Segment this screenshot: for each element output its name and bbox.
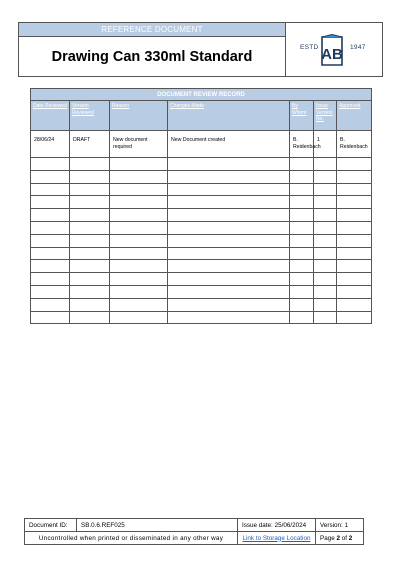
page-total: 2: [348, 534, 353, 542]
company-logo: [300, 32, 370, 68]
table-cell: [290, 183, 314, 196]
table-cell: [70, 260, 110, 273]
table-cell: [290, 247, 314, 260]
table-row-empty: [31, 298, 372, 311]
table-cell: [290, 311, 314, 324]
table-cell: [314, 209, 337, 222]
table-cell: [168, 247, 290, 260]
table-cell: [314, 273, 337, 286]
storage-location-link[interactable]: Link to Storage Location: [238, 532, 316, 545]
document-review-table: [30, 88, 372, 324]
table-cell: [31, 285, 70, 298]
column-header: Issue Version No.: [314, 101, 337, 131]
table-cell: [70, 311, 110, 324]
table-cell: [110, 273, 168, 286]
table-cell: [168, 196, 290, 209]
review-table-header-row: [31, 101, 372, 131]
logo-ab-icon: [318, 34, 346, 68]
table-cell: [70, 273, 110, 286]
table-cell: [110, 221, 168, 234]
issue-date-value: 25/06/2024: [274, 521, 307, 529]
table-cell: [31, 260, 70, 273]
table-cell: [337, 260, 372, 273]
table-cell: [110, 285, 168, 298]
page-current: 2: [336, 534, 340, 542]
table-cell: [168, 221, 290, 234]
table-cell: [168, 285, 290, 298]
table-row-empty: [31, 158, 372, 171]
table-row-empty: [31, 285, 372, 298]
table-cell: [31, 298, 70, 311]
table-cell: [290, 196, 314, 209]
table-cell: [110, 209, 168, 222]
table-cell: [31, 311, 70, 324]
logo-estd-text: ESTD: [300, 44, 319, 51]
table-cell: [337, 170, 372, 183]
table-cell: [314, 298, 337, 311]
table-row-empty: [31, 247, 372, 260]
table-cell: [168, 260, 290, 273]
review-table-caption: DOCUMENT REVIEW RECORD: [31, 89, 372, 101]
table-row-empty: [31, 183, 372, 196]
table-cell: [290, 221, 314, 234]
table-cell: [31, 196, 70, 209]
table-cell: [314, 158, 337, 171]
table-cell: [70, 247, 110, 260]
table-cell: [168, 209, 290, 222]
svg-text:AB: AB: [321, 46, 343, 63]
table-cell: [314, 260, 337, 273]
table-cell: [70, 183, 110, 196]
table-cell: [314, 221, 337, 234]
table-cell: B. Reidenbach: [290, 131, 314, 158]
table-cell: [168, 183, 290, 196]
table-cell: [110, 260, 168, 273]
table-cell: [290, 285, 314, 298]
table-cell: [290, 273, 314, 286]
table-cell: B. Reidenbach: [337, 131, 372, 158]
table-cell: [337, 221, 372, 234]
document-id-label: Document ID:: [25, 519, 77, 532]
table-cell: [314, 234, 337, 247]
table-cell: [314, 183, 337, 196]
table-row-empty: [31, 170, 372, 183]
table-row-empty: [31, 311, 372, 324]
table-row: [31, 131, 372, 158]
table-cell: [314, 196, 337, 209]
table-cell: [168, 234, 290, 247]
table-cell: New Document created: [168, 131, 290, 158]
version: Version: 1: [316, 519, 364, 532]
page-number: [316, 532, 364, 545]
table-cell: [31, 247, 70, 260]
issue-date: [238, 519, 316, 532]
table-cell: [337, 285, 372, 298]
table-cell: [31, 183, 70, 196]
table-cell: [168, 311, 290, 324]
empty-rows: [31, 158, 372, 324]
table-cell: [337, 234, 372, 247]
column-header: By Whom: [290, 101, 314, 131]
table-cell: [314, 311, 337, 324]
table-cell: [337, 158, 372, 171]
reference-document-band: REFERENCE DOCUMENT: [19, 23, 285, 37]
table-cell: [337, 298, 372, 311]
page-prefix: Page: [320, 534, 335, 542]
table-cell: [70, 285, 110, 298]
table-cell: [110, 247, 168, 260]
document-title: Drawing Can 330ml Standard: [51, 49, 253, 65]
logo-year-text: 1947: [350, 44, 366, 51]
table-cell: [337, 247, 372, 260]
table-row-empty: [31, 196, 372, 209]
table-cell: [290, 298, 314, 311]
table-cell: [337, 183, 372, 196]
table-cell: [31, 170, 70, 183]
table-cell: [168, 298, 290, 311]
table-cell: [110, 298, 168, 311]
table-cell: [290, 209, 314, 222]
uncontrolled-notice: Uncontrolled when printed or disseminated in any other way: [25, 532, 238, 545]
table-row-empty: [31, 234, 372, 247]
table-cell: [70, 234, 110, 247]
table-cell: [314, 170, 337, 183]
table-cell: [70, 170, 110, 183]
table-cell: [337, 196, 372, 209]
table-row-empty: [31, 209, 372, 222]
table-cell: [110, 170, 168, 183]
table-row-empty: [31, 273, 372, 286]
column-header: Version Reviewed: [70, 101, 110, 131]
table-cell: [290, 234, 314, 247]
table-cell: [337, 209, 372, 222]
table-cell: [31, 158, 70, 171]
table-cell: [31, 209, 70, 222]
table-cell: [110, 234, 168, 247]
page-of: of: [341, 534, 347, 542]
table-cell: [31, 234, 70, 247]
table-row-empty: [31, 260, 372, 273]
table-cell: [110, 183, 168, 196]
table-cell: 28/06/24: [31, 131, 70, 158]
document-id-value: SB.0.6.REF025: [77, 519, 238, 532]
table-cell: [337, 311, 372, 324]
table-cell: [31, 221, 70, 234]
table-cell: [290, 158, 314, 171]
table-cell: [110, 196, 168, 209]
column-header: Changes Made: [168, 101, 290, 131]
table-cell: [314, 285, 337, 298]
table-cell: [70, 209, 110, 222]
table-cell: [337, 273, 372, 286]
table-cell: [290, 260, 314, 273]
table-cell: [314, 247, 337, 260]
header-divider: [285, 23, 286, 77]
document-footer: [24, 518, 364, 545]
table-cell: [31, 273, 70, 286]
table-cell: [168, 158, 290, 171]
table-cell: New document required: [110, 131, 168, 158]
table-cell: DRAFT: [70, 131, 110, 158]
table-cell: [70, 196, 110, 209]
table-cell: [168, 170, 290, 183]
column-header: Date Reviewed: [31, 101, 70, 131]
table-cell: [290, 170, 314, 183]
table-cell: [168, 273, 290, 286]
issue-date-label: Issue date:: [242, 521, 273, 529]
table-cell: 1: [314, 131, 337, 158]
table-cell: [70, 158, 110, 171]
column-header: Approved: [337, 101, 372, 131]
table-cell: [110, 158, 168, 171]
table-cell: [70, 221, 110, 234]
table-cell: [70, 298, 110, 311]
table-cell: [110, 311, 168, 324]
column-header: Reason: [110, 101, 168, 131]
table-row-empty: [31, 221, 372, 234]
